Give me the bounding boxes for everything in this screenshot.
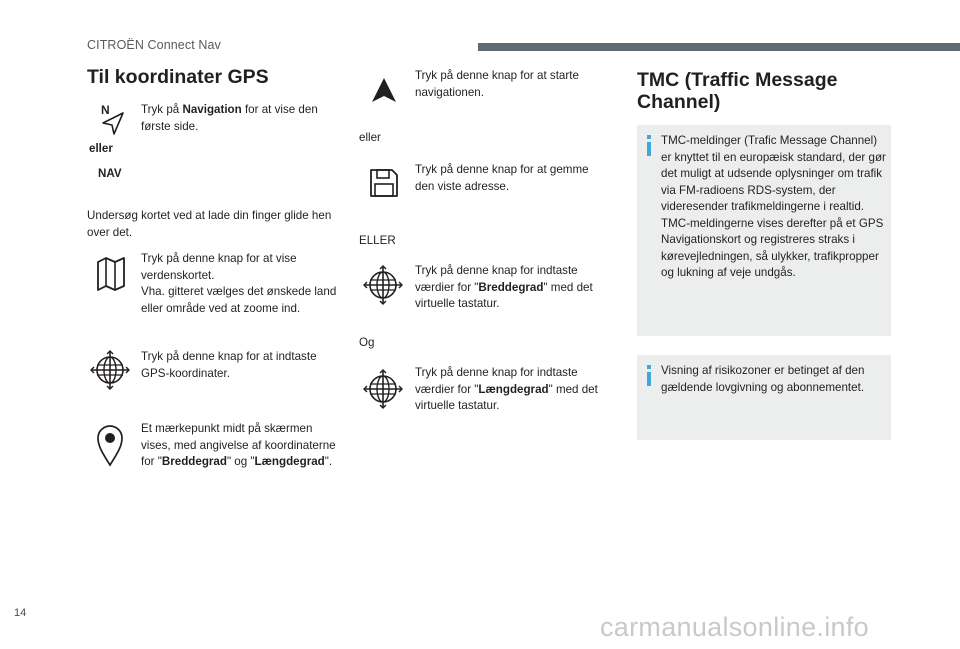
section-heading-tmc: TMC (Traffic Message Channel) [637,69,838,113]
step-gps-text: Tryk på denne knap for at indtaste GPS-koordinater. [141,350,317,380]
info-mark-dot-2 [647,365,651,369]
info-mark-dot [647,135,651,139]
map-icon [94,254,128,292]
document-header-title: CITROËN Connect Nav [87,38,221,52]
or-label: eller [89,142,113,155]
info-mark-bar-2 [647,372,651,386]
lat-bold: Breddegrad [478,280,544,294]
step1-pre: Tryk på [141,103,183,116]
step-latitude-text [415,263,610,313]
globe-icon-longitude [363,369,403,409]
step1-bold: Navigation [182,103,242,116]
lon-post: " med det virtuelle tastatur. [415,382,598,412]
start-navigation-icon [369,75,399,105]
location-pin-icon [95,423,125,467]
info-box-risk-zones [637,355,891,440]
eller-caps-label: ELLER [359,234,396,247]
info-mark-bar [647,142,651,156]
lat-post: " med det virtuelle tastatur. [415,280,593,310]
lat-pre: Tryk på denne knap for indtaste værdier for " [415,264,578,294]
info-box-tmc [637,125,891,336]
lon-bold: Længdegrad [478,382,549,396]
step4-mid: " og " [226,455,255,468]
step2-text: Tryk på denne knap for at vise verdenskortet. [141,252,297,282]
og-label: Og [359,336,375,349]
save-icon [367,166,401,200]
step-map-text [141,251,341,317]
lon-pre: Tryk på denne knap for indtaste værdier for " [415,366,578,396]
step1-post: for at vise den første side. [141,103,318,133]
step-marker-text [141,421,341,471]
intro-text: Undersøg kortet ved at lade din finger glide hen over det. [87,209,332,239]
nav-label: NAV [98,167,122,180]
info-box-risk-zones-text: Visning af risikozoner er betinget af den gældende lovgivning og abonnementet. [661,364,865,394]
nav-n-letter: N [101,103,110,117]
page-number: 14 [14,607,27,619]
step-longitude-text [415,365,610,415]
globe-icon-latitude [363,265,403,305]
step4-bold-breddegrad: Breddegrad [161,455,227,468]
step-start-text: Tryk på denne knap for at starte navigationen. [415,69,579,99]
globe-icon [90,350,130,390]
step4-post: ". [324,455,333,468]
step4-bold-laengdegrad: Længdegrad [254,455,325,468]
header-bar [478,43,960,51]
section-heading-gps: Til koordinater GPS [87,66,269,88]
step-save-text: Tryk på denne knap for at gemme den viste adresse. [415,163,589,193]
step2b-text: Vha. gitteret vælges det ønskede land eller område ved at zoome ind. [141,285,337,315]
step-navigation-text [141,102,341,135]
or-label-middle: eller [359,131,381,144]
watermark: carmanualsonline.info [600,612,869,642]
info-box-tmc-text: TMC-meldinger (Trafic Message Channel) er knyttet til en europæisk standard, der gør det muligt at udsende oplysninger om trafik via FM-radioens RDS-system, der videresender trafikmeldingerne i realtid. TMC-meldingerne vises derefter på et GPS Navigationskort og registreres straks i kørevejledningen, så ulykker, trafikpropper og lukning af veje undgås. [661,134,886,279]
step4-pre: Et mærkepunkt midt på skærmen vises, med angivelse af koordinaterne for " [141,422,336,468]
